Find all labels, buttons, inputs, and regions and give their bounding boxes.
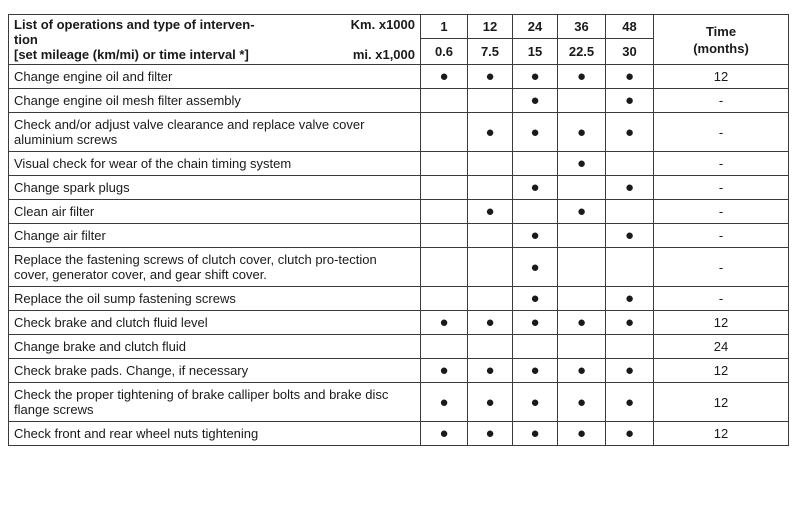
header-row-km — [9, 15, 789, 39]
interval-mark-cell — [421, 248, 468, 287]
interval-mark-cell: ● — [513, 176, 558, 200]
interval-mark-cell: ● — [558, 200, 606, 224]
time-cell: 12 — [654, 422, 789, 446]
interval-mark-cell — [606, 200, 654, 224]
interval-mark-cell: ● — [421, 359, 468, 383]
interval-mark-cell — [421, 152, 468, 176]
interval-mark-cell — [468, 152, 513, 176]
time-cell: - — [654, 152, 789, 176]
interval-mark-cell — [513, 335, 558, 359]
km-value: 1 — [421, 15, 468, 39]
operation-cell: Change brake and clutch fluid — [9, 335, 421, 359]
interval-mark-cell: ● — [421, 65, 468, 89]
interval-mark-cell: ● — [606, 422, 654, 446]
km-value: 12 — [468, 15, 513, 39]
table-row — [9, 224, 789, 248]
interval-mark-cell: ● — [468, 422, 513, 446]
table-row — [9, 248, 789, 287]
interval-mark-cell — [468, 224, 513, 248]
operation-cell: Check and/or adjust valve clearance and replace valve cover aluminium screws — [9, 113, 421, 152]
operation-cell: Change spark plugs — [9, 176, 421, 200]
interval-mark-cell: ● — [513, 113, 558, 152]
time-cell: - — [654, 89, 789, 113]
time-cell: 12 — [654, 383, 789, 422]
interval-mark-cell: ● — [606, 287, 654, 311]
interval-mark-cell: ● — [606, 383, 654, 422]
interval-mark-cell — [513, 200, 558, 224]
time-cell: 12 — [654, 311, 789, 335]
table-row — [9, 383, 789, 422]
interval-mark-cell: ● — [606, 89, 654, 113]
interval-mark-cell: ● — [513, 89, 558, 113]
interval-mark-cell: ● — [468, 359, 513, 383]
operation-cell: Change engine oil mesh filter assembly — [9, 89, 421, 113]
interval-mark-cell: ● — [513, 311, 558, 335]
interval-mark-cell: ● — [468, 383, 513, 422]
interval-mark-cell — [421, 89, 468, 113]
interval-mark-cell — [606, 335, 654, 359]
interval-mark-cell — [468, 89, 513, 113]
km-value: 48 — [606, 15, 654, 39]
interval-mark-cell — [558, 224, 606, 248]
interval-mark-cell — [421, 287, 468, 311]
interval-mark-cell — [606, 152, 654, 176]
interval-mark-cell: ● — [468, 311, 513, 335]
table-row — [9, 422, 789, 446]
interval-mark-cell: ● — [558, 359, 606, 383]
maintenance-table — [8, 14, 789, 446]
operations-title: List of operations and type of interven- — [14, 17, 255, 32]
table-row — [9, 65, 789, 89]
interval-mark-cell: ● — [606, 176, 654, 200]
operation-cell: Check brake pads. Change, if necessary — [9, 359, 421, 383]
interval-mark-cell: ● — [513, 248, 558, 287]
interval-mark-cell — [558, 248, 606, 287]
time-cell: - — [654, 200, 789, 224]
interval-mark-cell: ● — [606, 113, 654, 152]
interval-mark-cell — [558, 335, 606, 359]
operation-cell: Change engine oil and filter — [9, 65, 421, 89]
interval-mark-cell: ● — [513, 383, 558, 422]
table-row — [9, 311, 789, 335]
interval-mark-cell: ● — [468, 65, 513, 89]
time-header — [654, 15, 789, 65]
interval-mark-cell — [468, 335, 513, 359]
mi-label: mi. x1,000 — [352, 47, 415, 62]
interval-mark-cell: ● — [513, 65, 558, 89]
time-cell: - — [654, 287, 789, 311]
time-cell: 24 — [654, 335, 789, 359]
interval-mark-cell — [468, 287, 513, 311]
table-row — [9, 152, 789, 176]
interval-mark-cell: ● — [468, 113, 513, 152]
interval-mark-cell: ● — [558, 113, 606, 152]
interval-mark-cell: ● — [468, 200, 513, 224]
interval-mark-cell — [421, 224, 468, 248]
interval-mark-cell — [421, 335, 468, 359]
interval-mark-cell: ● — [558, 311, 606, 335]
interval-mark-cell — [558, 176, 606, 200]
table-row — [9, 176, 789, 200]
operation-cell: Visual check for wear of the chain timing system — [9, 152, 421, 176]
table-row — [9, 359, 789, 383]
interval-mark-cell: ● — [606, 65, 654, 89]
operations-header — [9, 15, 421, 65]
operation-cell: Check front and rear wheel nuts tightening — [9, 422, 421, 446]
interval-mark-cell: ● — [513, 359, 558, 383]
operation-cell: Replace the fastening screws of clutch cover, clutch pro-tection cover, generator cover, and gear shift cover. — [9, 248, 421, 287]
operations-subtitle: [set mileage (km/mi) or time interval *] — [14, 47, 249, 62]
interval-mark-cell: ● — [558, 65, 606, 89]
time-cell: 12 — [654, 65, 789, 89]
interval-mark-cell: ● — [558, 152, 606, 176]
interval-mark-cell: ● — [558, 383, 606, 422]
interval-mark-cell — [421, 176, 468, 200]
interval-mark-cell — [468, 248, 513, 287]
time-title: Time — [705, 23, 737, 39]
interval-mark-cell — [558, 287, 606, 311]
operation-cell: Clean air filter — [9, 200, 421, 224]
time-cell: - — [654, 248, 789, 287]
interval-mark-cell: ● — [606, 311, 654, 335]
time-cell: - — [654, 224, 789, 248]
interval-mark-cell — [421, 113, 468, 152]
table-row — [9, 200, 789, 224]
interval-mark-cell: ● — [513, 287, 558, 311]
time-cell: - — [654, 176, 789, 200]
mi-value: 15 — [513, 38, 558, 64]
interval-mark-cell — [468, 176, 513, 200]
operation-cell: Check the proper tightening of brake calliper bolts and brake disc flange screws — [9, 383, 421, 422]
interval-mark-cell: ● — [513, 422, 558, 446]
interval-mark-cell: ● — [606, 359, 654, 383]
interval-mark-cell: ● — [513, 224, 558, 248]
interval-mark-cell: ● — [606, 224, 654, 248]
table-row — [9, 287, 789, 311]
km-label: Km. x1000 — [350, 17, 415, 32]
mi-value: 0.6 — [421, 38, 468, 64]
interval-mark-cell — [421, 200, 468, 224]
table-row — [9, 113, 789, 152]
interval-mark-cell: ● — [558, 422, 606, 446]
interval-mark-cell — [513, 152, 558, 176]
table-row — [9, 335, 789, 359]
operations-title-cont: tion — [14, 32, 38, 47]
time-cell: - — [654, 113, 789, 152]
interval-mark-cell: ● — [421, 383, 468, 422]
mi-value: 7.5 — [468, 38, 513, 64]
time-unit: (months) — [693, 40, 749, 56]
km-value: 24 — [513, 15, 558, 39]
operation-cell: Check brake and clutch fluid level — [9, 311, 421, 335]
operation-cell: Change air filter — [9, 224, 421, 248]
interval-mark-cell: ● — [421, 311, 468, 335]
operation-cell: Replace the oil sump fastening screws — [9, 287, 421, 311]
time-cell: 12 — [654, 359, 789, 383]
mi-value: 22.5 — [558, 38, 606, 64]
interval-mark-cell: ● — [421, 422, 468, 446]
mi-value: 30 — [606, 38, 654, 64]
interval-mark-cell — [606, 248, 654, 287]
km-value: 36 — [558, 15, 606, 39]
table-row — [9, 89, 789, 113]
interval-mark-cell — [558, 89, 606, 113]
